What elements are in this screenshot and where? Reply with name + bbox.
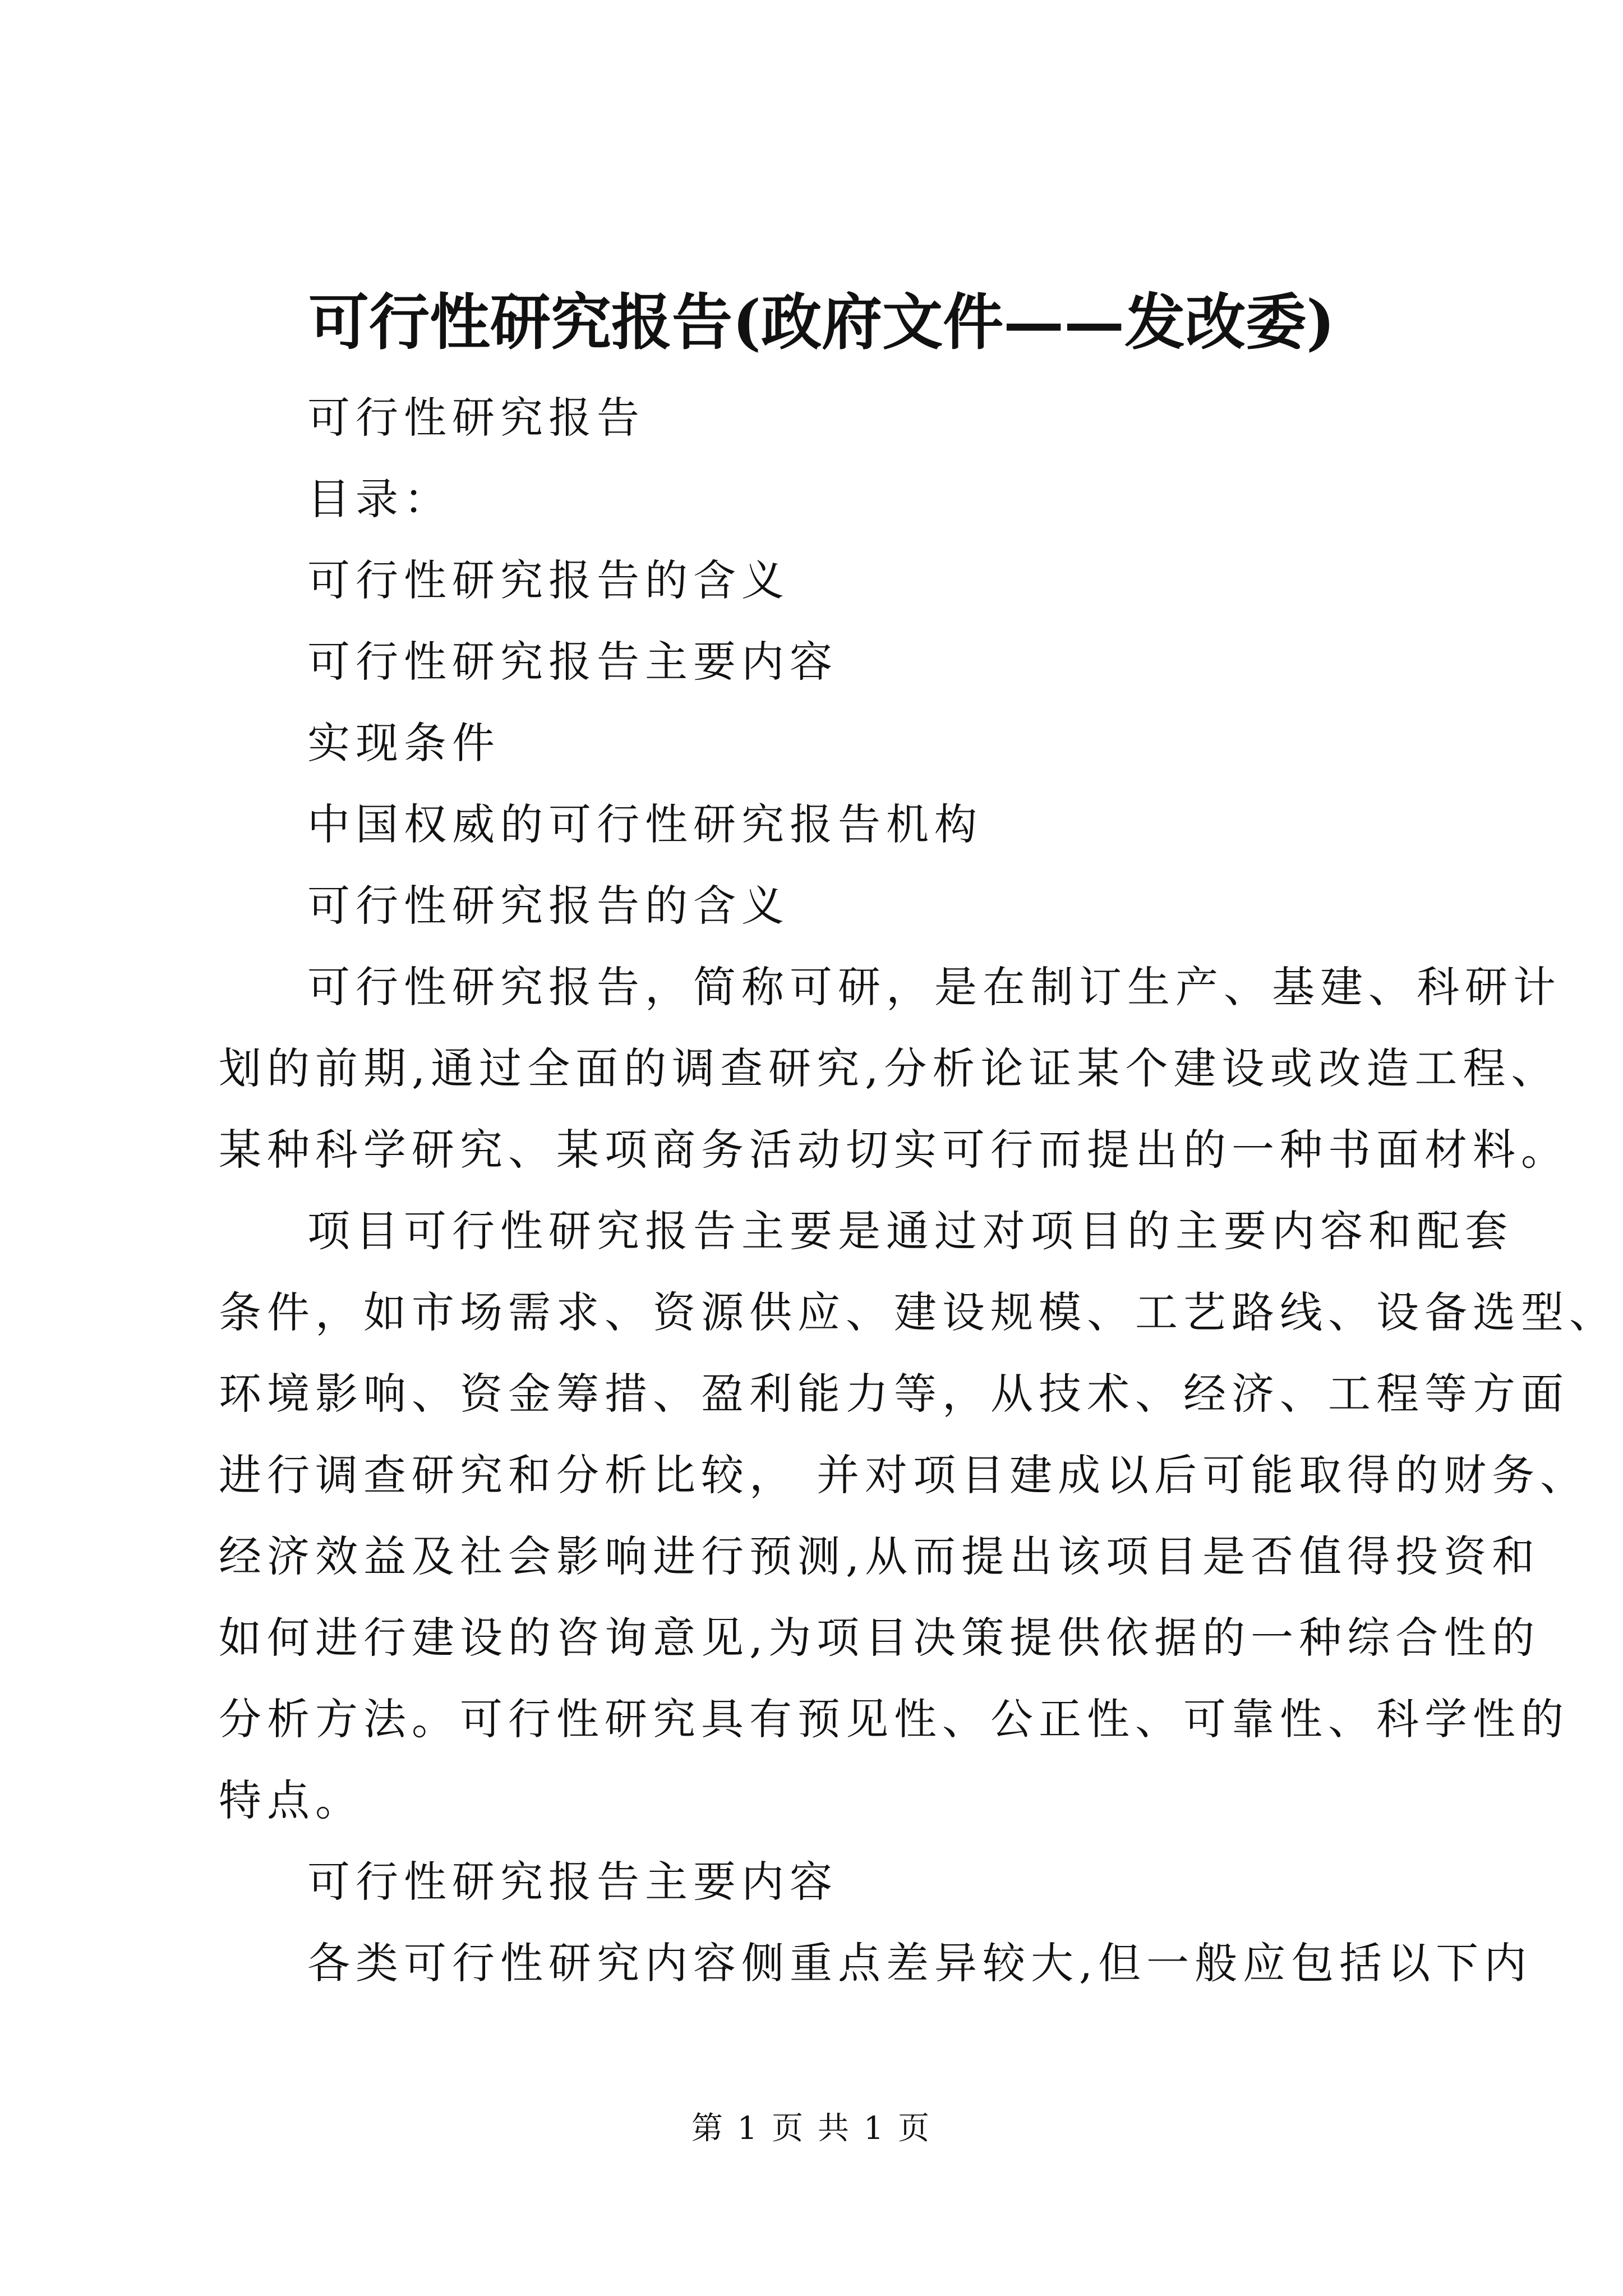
toc-item: 实现条件 xyxy=(307,718,500,768)
toc-item: 可行性研究报告主要内容 xyxy=(307,637,838,687)
paragraph-line: 经济效益及社会影响进行预测,从而提出该项目是否值得投资和 xyxy=(219,1531,1541,1581)
paragraph-line: 环境影响、资金筹措、盈利能力等，从技术、经济、工程等方面 xyxy=(219,1369,1569,1419)
paragraph-line: 项目可行性研究报告主要是通过对项目的主要内容和配套 xyxy=(307,1206,1513,1256)
section-heading: 可行性研究报告的含义 xyxy=(307,881,790,931)
toc-item: 可行性研究报告的含义 xyxy=(307,555,790,605)
toc-item: 中国权威的可行性研究报告机构 xyxy=(307,799,983,849)
paragraph-line: 特点。 xyxy=(219,1775,363,1825)
heading-report: 可行性研究报告 xyxy=(307,393,645,443)
paragraph-line: 划的前期,通过全面的调查研究,分析论证某个建设或改造工程、 xyxy=(219,1043,1560,1093)
paragraph-line: 各类可行性研究内容侧重点差异较大,但一般应包括以下内 xyxy=(307,1938,1533,1988)
paragraph-line: 如何进行建设的咨询意见,为项目决策提供依据的一种综合性的 xyxy=(219,1613,1541,1663)
document-title: 可行性研究报告(政府文件——发改委) xyxy=(308,287,1335,358)
section-heading: 可行性研究报告主要内容 xyxy=(307,1857,838,1907)
paragraph-line: 可行性研究报告，简称可研，是在制订生产、基建、科研计 xyxy=(307,962,1561,1012)
paragraph-line: 进行调查研究和分析比较， 并对项目建成以后可能取得的财务、 xyxy=(219,1450,1589,1500)
page-footer: 第 1 页 共 1 页 xyxy=(691,2110,932,2147)
toc-label: 目录： xyxy=(307,474,452,524)
paragraph-line: 条件，如市场需求、资源供应、建设规模、工艺路线、设备选型、 xyxy=(219,1287,1617,1337)
paragraph-line: 某种科学研究、某项商务活动切实可行而提出的一种书面材料。 xyxy=(219,1125,1569,1175)
paragraph-line: 分析方法。可行性研究具有预见性、公正性、可靠性、科学性的 xyxy=(219,1694,1569,1744)
